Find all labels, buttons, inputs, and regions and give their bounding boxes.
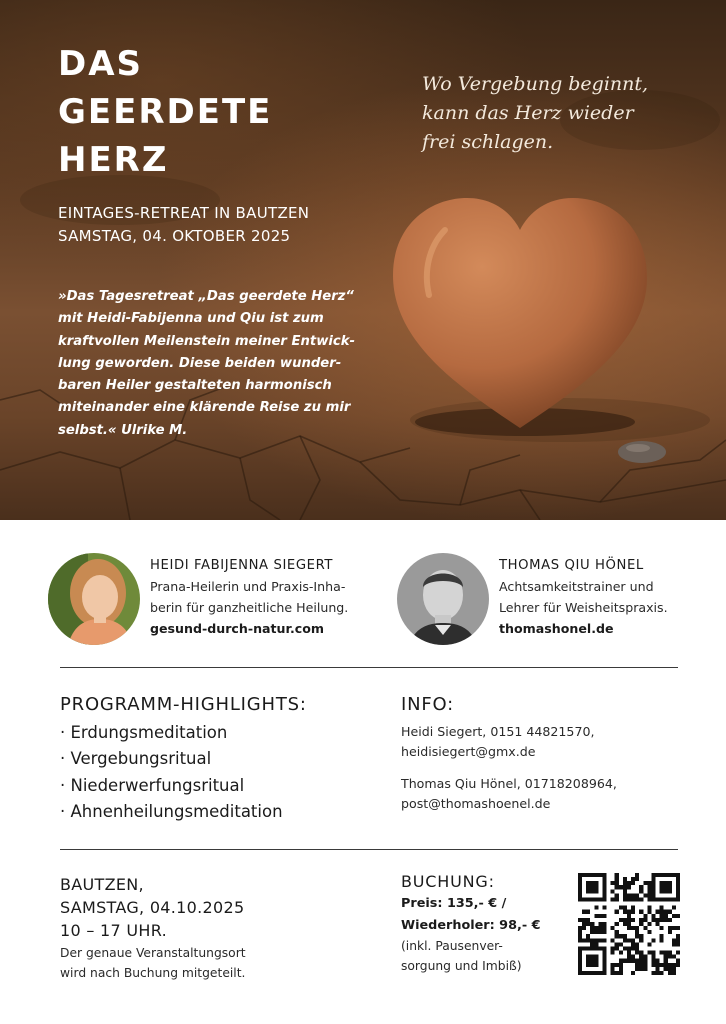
tagline-line: Wo Vergebung beginnt, <box>422 73 649 95</box>
testimonial-line: baren Heiler gestalteten harmonisch <box>58 378 332 394</box>
portrait-man-image <box>397 553 489 645</box>
tagline-quote <box>422 70 682 157</box>
person-description <box>499 576 726 618</box>
info-section <box>401 692 701 814</box>
clay-heart-image <box>385 190 655 440</box>
venue-line: BAUTZEN, <box>60 875 144 894</box>
contact-heidi <box>401 722 701 762</box>
description-line: Lehrer für Weisheitspraxis. <box>499 600 668 615</box>
subtitle-line: SAMSTAG, 04. OKTOBER 2025 <box>58 227 291 245</box>
website-link[interactable]: gesund-durch-natur.com <box>150 621 324 636</box>
contact-thomas <box>401 774 701 814</box>
avatar <box>397 553 489 645</box>
price-line: Preis: 135,- € / <box>401 896 507 911</box>
list-item: · Erdungsmeditation <box>60 723 228 742</box>
testimonial-line: kraftvollen Meilenstein meiner Entwick- <box>58 333 355 349</box>
venue-date <box>60 873 360 983</box>
email-link[interactable]: heidisiegert@gmx.de <box>401 744 536 759</box>
program-title: PROGRAMM-HIGHLIGHTS: <box>60 694 307 715</box>
note-line: Der genaue Veranstaltungsort <box>60 946 246 960</box>
title-line: GEERDETE <box>58 92 273 132</box>
testimonial-line: selbst.« Ulrike M. <box>58 422 188 438</box>
testimonial-line: miteinander eine klärende Reise zu mir <box>58 400 351 416</box>
divider <box>60 667 678 668</box>
venue-note <box>60 944 360 983</box>
note-line: (inkl. Pausenver- <box>401 939 503 953</box>
description-line: Achtsamkeitstrainer und <box>499 579 654 594</box>
title-line: HERZ <box>58 140 169 180</box>
qr-code[interactable] <box>578 873 680 975</box>
note-line: sorgung und Imbiß) <box>401 958 522 973</box>
note-line: wird nach Buchung mitgeteilt. <box>60 965 246 980</box>
person-info <box>499 556 726 640</box>
list-item: · Ahnenheilungsmeditation <box>60 802 283 822</box>
person-name: HEIDI FABIJENNA SIEGERT <box>150 558 334 573</box>
contact-line: Thomas Qiu Hönel, 01718208964, <box>401 776 617 791</box>
program-highlights <box>60 692 380 826</box>
price-info <box>401 893 571 937</box>
subtitle-line: EINTAGES-RETREAT IN BAUTZEN <box>58 204 310 222</box>
avatar <box>48 553 140 645</box>
list-item: · Vergebungsritual <box>60 749 212 769</box>
tagline-line: kann das Herz wieder <box>422 102 634 124</box>
info-title: INFO: <box>401 694 455 715</box>
booking-section <box>401 871 571 976</box>
program-list <box>60 720 380 826</box>
divider <box>60 849 678 850</box>
booking-title: BUCHUNG: <box>401 872 495 891</box>
price-line: Wiederholer: 98,- € <box>401 918 541 933</box>
person-name: THOMAS QIU HÖNEL <box>499 558 644 573</box>
list-item: · Niederwerfungsritual <box>60 775 245 795</box>
description-line: berin für ganzheitliche Heilung. <box>150 600 349 615</box>
testimonial-line: lung geworden. Diese beiden wunder- <box>58 355 342 371</box>
testimonial-line: mit Heidi-Fabijenna und Qiu ist zum <box>58 311 324 327</box>
price-note <box>401 937 571 976</box>
email-link[interactable]: post@thomashoenel.de <box>401 796 551 811</box>
description-line: Prana-Heilerin und Praxis-Inha- <box>150 579 346 594</box>
portrait-woman-image <box>48 553 140 645</box>
person-description <box>150 576 390 618</box>
event-subtitle <box>58 202 309 248</box>
pebble-image <box>616 438 668 464</box>
title-line: DAS <box>58 44 144 84</box>
testimonial <box>58 286 398 442</box>
date-line: SAMSTAG, 04.10.2025 <box>60 898 245 917</box>
time-line: 10 – 17 UHR. <box>60 921 167 940</box>
event-title <box>58 40 272 184</box>
website-link[interactable]: thomashonel.de <box>499 621 614 636</box>
tagline-line: frei schlagen. <box>422 131 554 153</box>
contact-line: Heidi Siegert, 0151 44821570, <box>401 724 595 739</box>
person-info <box>150 556 390 640</box>
testimonial-line: »Das Tagesretreat „Das geerdete Herz“ <box>58 289 354 304</box>
